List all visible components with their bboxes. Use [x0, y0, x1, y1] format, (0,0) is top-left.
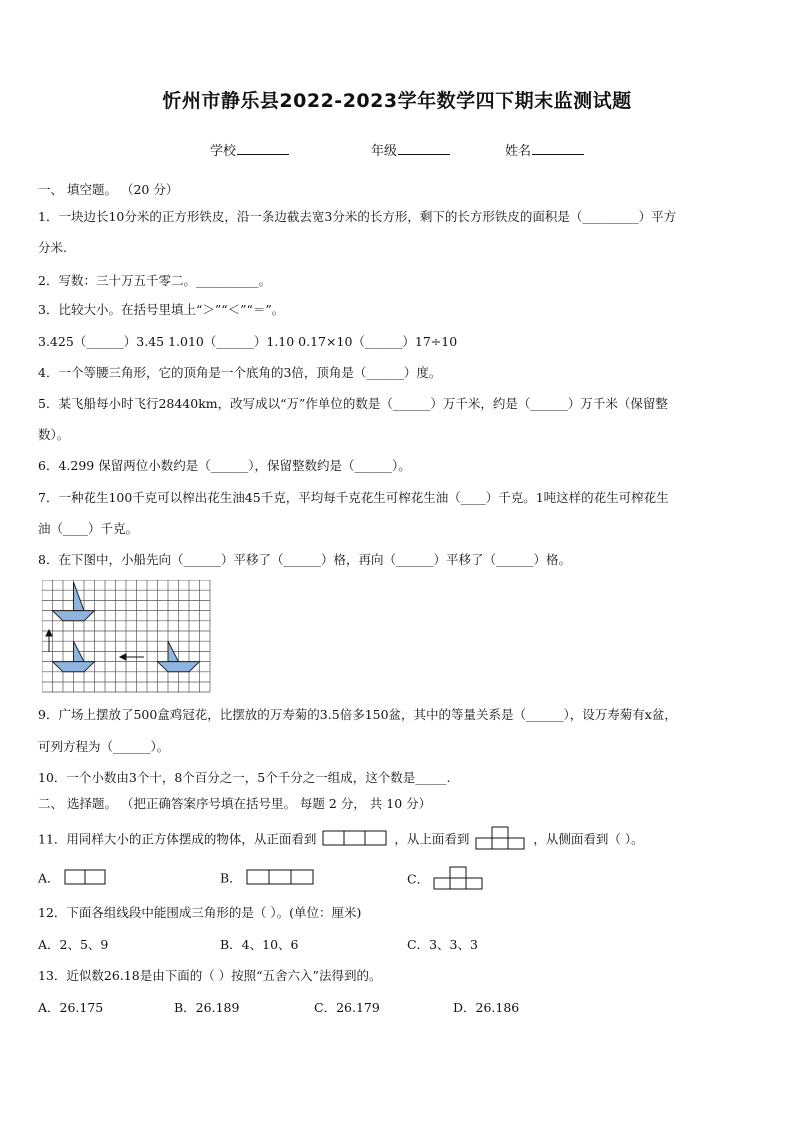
- question-9-line-2: 可列方程为（______）。: [38, 739, 170, 754]
- grade-field: [371, 140, 450, 159]
- q11-option-c[interactable]: [407, 866, 485, 894]
- school-field: [210, 140, 289, 159]
- section-choice-heading: 二、 选择题。 （把正确答案序号填在括号里。 每题 2 分， 共 10 分）: [38, 796, 432, 811]
- question-9-line-1: 9．广场上摆放了500盒鸡冠花，比摆放的万寿菊的3.5倍多150盆，其中的等量关系是（______），设万寿菊有x盆，: [38, 707, 677, 722]
- name-label: 姓名: [505, 144, 532, 159]
- question-11-text-a: 11．用同样大小的正方体摆成的物体，从正面看到: [38, 831, 317, 847]
- question-10: 10．一个小数由3个十，8个百分之一，5个千分之一组成，这个数是_____.: [38, 770, 451, 785]
- question-11-text-b: ，从上面看到: [394, 831, 470, 847]
- question-7-line-2: 油（____）千克。: [38, 521, 139, 536]
- question-5-line-1: 5．某飞船每小时飞行28440km，改写成以“万”作单位的数是（______）万千米，约是（______）万千米（保留整: [38, 396, 668, 411]
- school-blank: [237, 142, 289, 155]
- q13-option-d[interactable]: D．26.186: [453, 1000, 520, 1015]
- question-4: 4．一个等腰三角形，它的顶角是一个底角的3倍，顶角是（______）度。: [38, 365, 442, 380]
- q11-option-b[interactable]: [220, 869, 314, 889]
- question-6: 6．4.299 保留两位小数约是（______），保留整数约是（______）。: [38, 458, 411, 473]
- name-blank: [532, 142, 584, 155]
- q12-option-b[interactable]: B．4、10、6: [220, 937, 299, 952]
- question-11: [38, 826, 644, 854]
- question-3-options: 3.425（______）3.45 1.010（______）1.10 0.17×10（______）17÷10: [38, 334, 458, 349]
- arrow-left: [120, 654, 144, 660]
- question-1-line-2: 分米.: [38, 240, 67, 255]
- q11-option-c-figure: [433, 866, 485, 894]
- front-view-figure: [322, 830, 388, 850]
- question-2: 2．写数：三十万五千零二。__________。: [38, 273, 271, 288]
- q11-option-a-figure: [64, 869, 108, 889]
- q11-option-a[interactable]: [38, 869, 108, 889]
- question-13: 13．近似数26.18是由下面的（ ）按照“五舍六入”法得到的。: [38, 968, 382, 983]
- question-11-text-c: ，从侧面看到（ ）。: [533, 831, 644, 847]
- question-7-line-1: 7．一种花生100千克可以榨出花生油45千克，平均每千克花生可榨花生油（____）千克。1吨这样的花生可榨花生: [38, 490, 669, 505]
- q11-option-a-label: A．: [38, 870, 60, 886]
- question-5-line-2: 数）。: [38, 427, 70, 442]
- name-field: [505, 140, 584, 159]
- q13-option-c[interactable]: C．26.179: [314, 1000, 380, 1015]
- school-label: 学校: [210, 144, 237, 159]
- grid-lines: [42, 580, 210, 692]
- top-view-figure: [475, 826, 527, 854]
- grade-label: 年级: [371, 144, 398, 159]
- q13-option-b[interactable]: B．26.189: [174, 1000, 240, 1015]
- question-3: 3．比较大小。在括号里填上“＞”“＜”“＝”。: [38, 302, 285, 317]
- boat-bottom-left: [53, 641, 95, 672]
- section-fill-blank-heading: 一、 填空题。 （20 分）: [38, 182, 179, 197]
- q11-option-b-figure: [246, 869, 314, 889]
- boat-top: [53, 582, 95, 621]
- question-8: 8．在下图中，小船先向（______）平移了（______）格，再向（______）平移了（______）格。: [38, 552, 571, 567]
- page-title: 忻州市静乐县2022-2023学年数学四下期末监测试题: [162, 90, 632, 112]
- q12-option-a[interactable]: A．2、5、9: [38, 937, 109, 952]
- boat-grid-figure: [42, 580, 212, 693]
- q11-option-b-label: B．: [220, 870, 242, 886]
- question-1-line-1: 1．一块边长10分米的正方形铁皮，沿一条边截去宽3分米的长方形，剩下的长方形铁皮的面积是（_________）平方: [38, 209, 677, 224]
- q11-option-c-label: C．: [407, 871, 430, 887]
- q12-option-c[interactable]: C．3、3、3: [407, 937, 478, 952]
- q13-option-a[interactable]: A．26.175: [38, 1000, 104, 1015]
- grade-blank: [398, 142, 450, 155]
- question-12: 12．下面各组线段中能围成三角形的是（ ）。(单位：厘米): [38, 905, 362, 920]
